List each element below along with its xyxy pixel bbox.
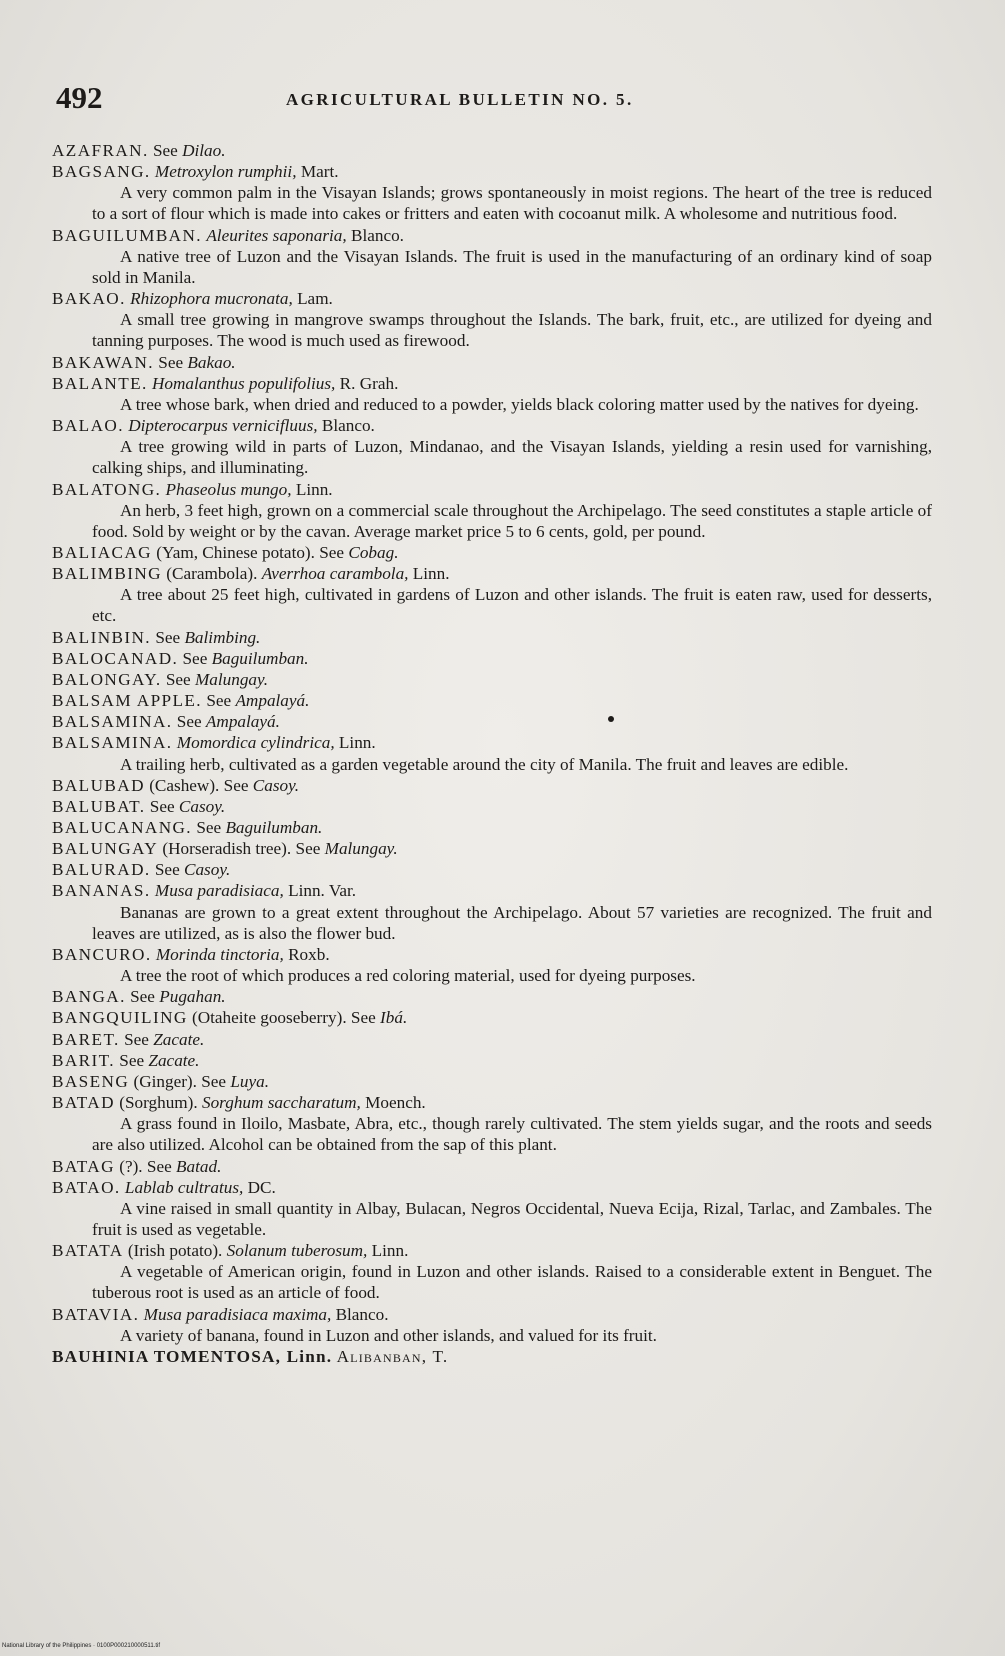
- entry-authority: Linn.: [412, 564, 450, 584]
- entry-line: [52, 859, 932, 880]
- entry-headword: BALIMBING: [52, 564, 162, 584]
- entry-cross-reference: See: [176, 712, 202, 732]
- entry-line: [52, 711, 932, 732]
- entry-line: [52, 986, 932, 1007]
- entry-description: A tree growing wild in parts of Luzon, Mindanao, and the Visayan Islands, yielding a resin used for varnishing, calking ships, and illuminating.: [92, 437, 932, 478]
- entry-cross-reference: (Sorghum).: [119, 1093, 198, 1113]
- entry-line: [52, 288, 932, 309]
- entry-headword: BALSAM APPLE.: [52, 691, 203, 711]
- entry-scientific-name: Pugahan.: [159, 987, 226, 1007]
- final-entry-headword: BAUHINIA TOMENTOSA, Linn.: [52, 1346, 333, 1366]
- entry-scientific-name: Morinda tinctoria,: [155, 944, 284, 964]
- entry-line: [52, 1177, 932, 1198]
- entry-scientific-name: Musa paradisiaca maxima,: [143, 1304, 332, 1324]
- entry-scientific-name: Casoy.: [184, 860, 231, 880]
- entry-description: A variety of banana, found in Luzon and other islands, and valued for its fruit.: [120, 1325, 657, 1345]
- entry-cross-reference: See: [124, 1029, 149, 1049]
- entry-line: [52, 627, 932, 648]
- entry-line: [52, 775, 932, 796]
- entry-cross-reference: See: [182, 648, 208, 668]
- entry-authority: Roxb.: [288, 944, 330, 964]
- entry-line: [52, 1050, 932, 1071]
- entry-line: [52, 648, 932, 669]
- entry-headword: BATAVIA.: [52, 1304, 140, 1324]
- entry-authority: Linn.: [371, 1241, 409, 1261]
- entry-line: [52, 732, 932, 753]
- entry-description: A tree the root of which produces a red coloring material, used for dyeing purposes.: [120, 966, 696, 986]
- entry-headword: BALINBIN.: [52, 627, 152, 647]
- entry-cross-reference: See: [154, 860, 180, 880]
- entry-headword: BALURAD.: [52, 860, 151, 880]
- entry-headword: BALATONG.: [52, 479, 162, 499]
- entry-headword: BAKAWAN.: [52, 352, 154, 372]
- entry-line: [52, 669, 932, 690]
- final-entry-local-name: Alibanban, T.: [336, 1346, 449, 1366]
- entry-authority: R. Grah.: [339, 373, 399, 393]
- entry-scientific-name: Lablab cultratus,: [124, 1177, 244, 1197]
- page-number: 492: [56, 80, 103, 115]
- entry-headword: BALSAMINA.: [52, 712, 173, 732]
- entry-headword: BALUBAD: [52, 775, 145, 795]
- entry-scientific-name: Zacate.: [148, 1050, 200, 1070]
- entry-description: A native tree of Luzon and the Visayan Islands. The fruit is used in the manufacturing of an ordinary kind of soap sold in Manila.: [92, 246, 932, 287]
- entry-line: [52, 563, 932, 584]
- entry-authority: Blanco.: [335, 1304, 389, 1324]
- entry-scientific-name: Homalanthus populifolius,: [152, 373, 336, 393]
- scan-footer: National Library of the Philippines · 0100P000210000511.tif: [2, 1643, 160, 1649]
- entry-headword: BALONGAY.: [52, 669, 162, 689]
- entry-cross-reference: (Yam, Chinese potato). See: [156, 542, 345, 562]
- dictionary-entries: [52, 140, 932, 1367]
- running-title: AGRICULTURAL BULLETIN NO. 5.: [286, 90, 634, 109]
- entry-scientific-name: Ibá.: [380, 1008, 408, 1028]
- entry-headword: BAGUILUMBAN.: [52, 225, 203, 245]
- entry-scientific-name: Zacate.: [153, 1029, 205, 1049]
- entry-authority: DC.: [247, 1177, 276, 1197]
- entry-scientific-name: Sorghum saccharatum,: [201, 1093, 361, 1113]
- entry-authority: Lam.: [297, 289, 333, 309]
- entry-headword: BANANAS.: [52, 881, 151, 901]
- entry-headword: AZAFRAN.: [52, 141, 149, 160]
- entry-headword: BARIT.: [52, 1050, 115, 1070]
- entry-headword: BALANTE.: [52, 373, 148, 393]
- entry-headword: BANGA.: [52, 987, 126, 1007]
- entry-description: A grass found in Iloilo, Masbate, Abra, etc., though rarely cultivated. The stem yields sugar, and the roots and seeds are also utilized. Alcohol can be obtained from the sap of this plant.: [92, 1114, 932, 1155]
- entry-line: [52, 479, 932, 500]
- entry-cross-reference: See: [152, 141, 178, 160]
- entry-scientific-name: Solanum tuberosum,: [226, 1241, 368, 1261]
- entry-line: [52, 1156, 932, 1177]
- entry-authority: Blanco.: [350, 225, 404, 245]
- entry-cross-reference: See: [149, 796, 175, 816]
- entry-scientific-name: Musa paradisiaca,: [154, 881, 284, 901]
- entry-line: [52, 373, 932, 394]
- entry-description: An herb, 3 feet high, grown on a commercial scale throughout the Archipelago. The seed constitutes a staple article of food. Sold by weight or by the cavan. Average market price 5 to 6 cents, gold, per pound.: [92, 500, 932, 541]
- entry-headword: BALAO.: [52, 416, 124, 436]
- entry-scientific-name: Baguilumban.: [225, 818, 323, 837]
- entry-headword: BANGQUILING: [52, 1008, 188, 1028]
- entry-line: [52, 1240, 932, 1261]
- entry-headword: BATATA: [52, 1241, 124, 1261]
- entry-scientific-name: Momordica cylindrica,: [176, 733, 335, 753]
- entry-authority: Blanco.: [321, 416, 375, 436]
- entry-scientific-name: Baguilumban.: [211, 648, 309, 668]
- entry-headword: BALSAMINA.: [52, 733, 173, 753]
- entry-headword: BARET.: [52, 1029, 120, 1049]
- entry-cross-reference: (Horseradish tree). See: [162, 839, 321, 859]
- entry-description: A vegetable of American origin, found in Luzon and other islands. Raised to a considerable extent in Benguet. The tuberous root is used as an article of food.: [92, 1262, 932, 1303]
- entry-scientific-name: Casoy.: [252, 775, 300, 795]
- entry-cross-reference: See: [196, 818, 222, 837]
- entry-scientific-name: Averrhoa carambola,: [261, 564, 409, 584]
- page-header: [56, 80, 936, 116]
- entry-line: [52, 415, 932, 436]
- entry-scientific-name: Malungay.: [194, 669, 269, 689]
- entry-headword: BALUBAT.: [52, 796, 146, 816]
- entry-cross-reference: (Ginger). See: [133, 1071, 227, 1091]
- entry-headword: BANCURO.: [52, 944, 152, 964]
- entry-cross-reference: See: [155, 627, 181, 647]
- entry-scientific-name: Metroxylon rumphii,: [154, 162, 297, 182]
- entry-scientific-name: Ampalayá.: [205, 712, 280, 732]
- entry-line: [52, 1007, 932, 1028]
- entry-cross-reference: See: [158, 352, 184, 372]
- entry-cross-reference: See: [130, 987, 155, 1007]
- entry-scientific-name: Batad.: [176, 1156, 222, 1176]
- entry-scientific-name: Casoy.: [178, 796, 226, 816]
- entry-scientific-name: Rhizophora mucronata,: [130, 289, 293, 309]
- entry-authority: Linn.: [338, 733, 376, 753]
- entry-description: A tree whose bark, when dried and reduced to a powder, yields black coloring matter used by the natives for dyeing.: [120, 394, 919, 414]
- entry-headword: BAGSANG.: [52, 162, 151, 182]
- entry-line: [52, 225, 932, 246]
- entry-authority: Linn.: [295, 479, 333, 499]
- entry-cross-reference: See: [206, 691, 232, 711]
- entry-authority: Linn. Var.: [288, 881, 357, 901]
- entry-headword: BALOCANAD.: [52, 648, 179, 668]
- entry-cross-reference: (Carambola).: [166, 564, 258, 584]
- entry-cross-reference: (Otaheite gooseberry). See: [192, 1008, 376, 1028]
- entry-description: A small tree growing in mangrove swamps throughout the Islands. The bark, fruit, etc., are utilized for dyeing and tanning purposes. The wood is much used as firewood.: [92, 310, 932, 351]
- entry-scientific-name: Bakao.: [187, 352, 236, 372]
- entry-line: [52, 690, 932, 711]
- entry-headword: BALIACAG: [52, 542, 152, 562]
- final-entry-line: [52, 1346, 932, 1367]
- entry-line: [52, 880, 932, 901]
- entry-description: A vine raised in small quantity in Albay, Bulacan, Negros Occidental, Nueva Ecija, Rizal, Tarlac, and Zambales. The fruit is used as vegetable.: [92, 1198, 932, 1239]
- entry-line: [52, 140, 932, 161]
- entry-description: Bananas are grown to a great extent throughout the Archipelago. About 57 varieties are recognized. The fruit and leaves are utilized, as is also the flower bud.: [92, 902, 932, 943]
- entry-headword: BALUCANANG.: [52, 818, 193, 837]
- entry-line: [52, 838, 932, 859]
- entry-scientific-name: Ampalayá.: [235, 691, 310, 711]
- entry-scientific-name: Aleurites saponaria,: [206, 225, 347, 245]
- entry-headword: BAKAO.: [52, 289, 126, 309]
- entry-authority: Moench.: [365, 1093, 426, 1113]
- entry-headword: BATAO.: [52, 1177, 121, 1197]
- entry-headword: BATAG: [52, 1156, 115, 1176]
- entry-scientific-name: Balimbing.: [184, 627, 261, 647]
- entry-cross-reference: See: [119, 1050, 145, 1070]
- entry-scientific-name: Luya.: [230, 1071, 270, 1091]
- entry-scientific-name: Cobag.: [348, 542, 399, 562]
- entry-line: [52, 161, 932, 182]
- entry-line: [52, 542, 932, 563]
- entry-authority: Mart.: [300, 162, 339, 182]
- entry-cross-reference: See: [165, 669, 191, 689]
- entry-scientific-name: Dipterocarpus vernicifluus,: [128, 416, 318, 436]
- entry-line: [52, 944, 932, 965]
- entry-headword: BALUNGAY: [52, 839, 159, 859]
- entry-line: [52, 1029, 932, 1050]
- entry-line: [52, 1092, 932, 1113]
- entry-line: [52, 817, 932, 838]
- entry-headword: BATAD: [52, 1093, 115, 1113]
- entry-description: A very common palm in the Visayan Islands; grows spontaneously in moist regions. The heart of the tree is reduced to a sort of flour which is made into cakes or fritters and eaten with cocoanut milk. A wholesome and nutritious food.: [92, 183, 932, 224]
- entry-cross-reference: (Irish potato).: [127, 1241, 223, 1261]
- entry-line: [52, 352, 932, 373]
- ink-speck: [608, 716, 614, 722]
- entry-scientific-name: Dilao.: [182, 141, 226, 160]
- entry-headword: BASENG: [52, 1071, 130, 1091]
- entry-line: [52, 796, 932, 817]
- entry-line: [52, 1304, 932, 1325]
- entry-line: [52, 1071, 932, 1092]
- entry-cross-reference: (Cashew). See: [149, 775, 249, 795]
- entry-description: A trailing herb, cultivated as a garden vegetable around the city of Manila. The fruit and leaves are edible.: [120, 754, 849, 774]
- entry-description: A tree about 25 feet high, cultivated in gardens of Luzon and other islands. The fruit is eaten raw, used for desserts, etc.: [92, 585, 932, 626]
- entry-scientific-name: Phaseolus mungo,: [165, 479, 292, 499]
- entry-cross-reference: (?). See: [119, 1156, 172, 1176]
- entry-scientific-name: Malungay.: [324, 839, 398, 859]
